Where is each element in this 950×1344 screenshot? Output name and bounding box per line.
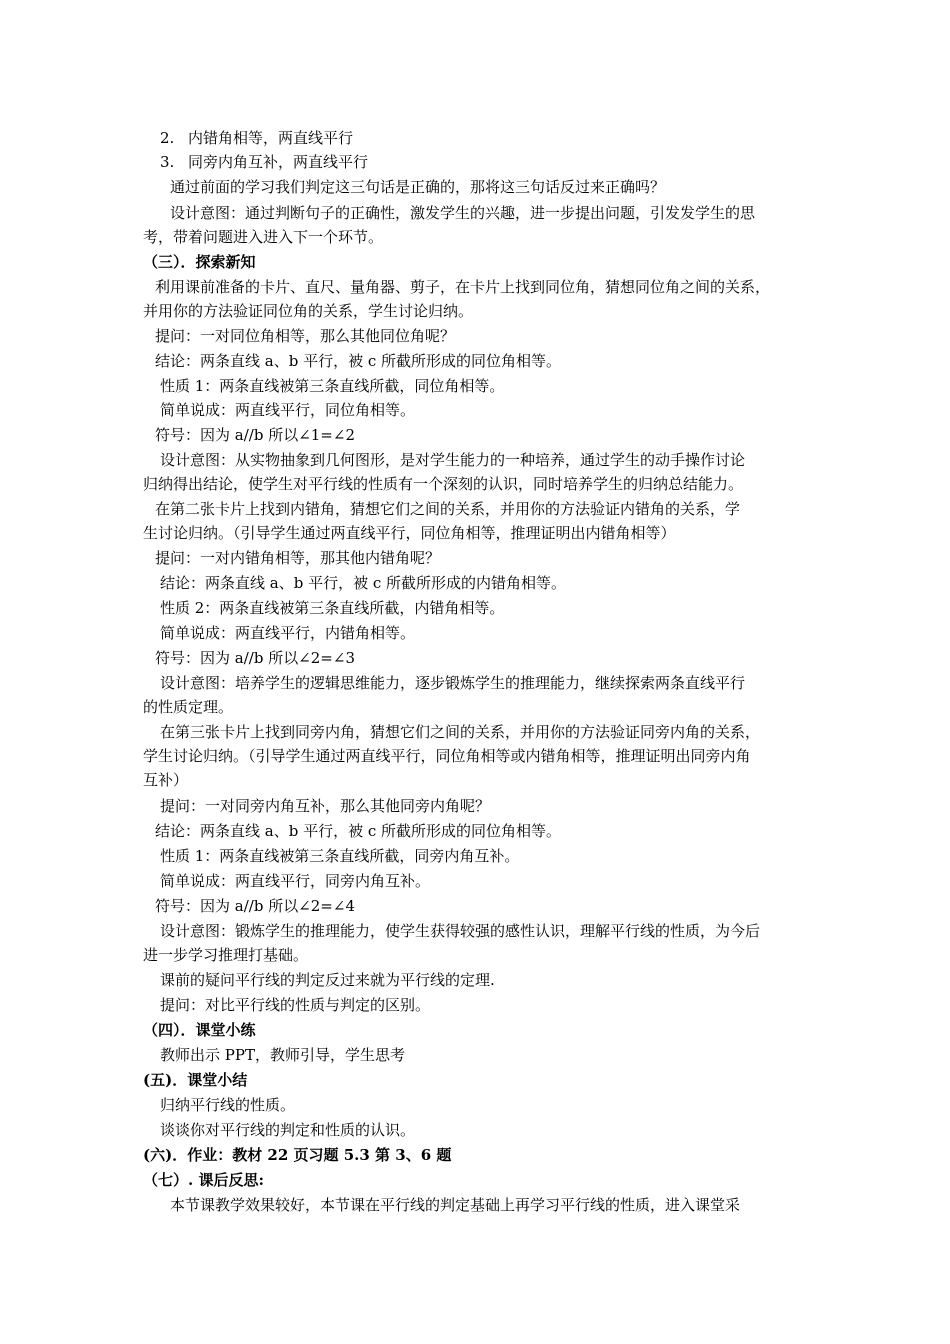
paragraph-line: 课前的疑问平行线的判定反过来就为平行线的定理. [160, 971, 495, 989]
paragraph-line: 谈谈你对平行线的判定和性质的认识。 [160, 1121, 416, 1139]
paragraph-line: 生讨论归纳。（引导学生通过两直线平行，同位角相等，推理证明出内错角相等） [143, 524, 676, 542]
paragraph-line: 简单说成：两直线平行，内错角相等。 [160, 624, 416, 642]
paragraph-line: 简单说成：两直线平行，同位角相等。 [160, 401, 416, 419]
paragraph-line: 设计意图：从实物抽象到几何图形，是对学生能力的一种培养，通过学生的动手操作讨论 [160, 451, 746, 469]
paragraph-line: 结论：两条直线 a、b 平行，被 c 所截所形成的同位角相等。 [155, 352, 562, 370]
paragraph-line: 互补） [143, 771, 189, 789]
section-heading-6: (六)．作业：教材 22 页习题 5.3 第 3、6 题 [143, 1146, 452, 1164]
paragraph-line: 性质 1：两条直线被第三条直线所截，同位角相等。 [160, 377, 505, 395]
paragraph-line: 提问：对比平行线的性质与判定的区别。 [160, 996, 431, 1014]
paragraph-line: 符号：因为 a//b 所以∠2=∠3 [155, 649, 355, 667]
paragraph-line: 结论：两条直线 a、b 平行，被 c 所截所形成的内错角相等。 [160, 574, 567, 592]
paragraph-line: 设计意图：通过判断句子的正确性，激发学生的兴趣，进一步提出问题，引发发学生的思 [170, 204, 756, 222]
section-heading-7: （七）. 课后反思: [143, 1171, 264, 1189]
paragraph-line: 并用你的方法验证同位角的关系，学生讨论归纳。 [143, 302, 474, 320]
paragraph-line: 提问：一对同位角相等，那么其他同位角呢？ [155, 327, 456, 345]
list-item-2: 2. 内错角相等，两直线平行 [160, 129, 354, 147]
paragraph-line: 教师出示 PPT，教师引导，学生思考 [160, 1046, 405, 1064]
paragraph-line: 提问：一对同旁内角互补，那么其他同旁内角呢？ [160, 797, 491, 815]
paragraph-line: 设计意图：锻炼学生的推理能力，使学生获得较强的感性认识，理解平行线的性质，为今后 [160, 922, 761, 940]
paragraph-line: 符号：因为 a//b 所以∠2=∠4 [155, 897, 355, 915]
paragraph-line: 设计意图：培养学生的逻辑思维能力，逐步锻炼学生的推理能力，继续探索两条直线平行 [160, 674, 746, 692]
paragraph-line: 考，带着问题进入进入下一个环节。 [143, 228, 384, 246]
paragraph-line: 进一步学习推理打基础。 [143, 946, 309, 964]
paragraph-line: 提问：一对内错角相等，那其他内错角呢？ [155, 549, 441, 567]
paragraph-line: 结论：两条直线 a、b 平行，被 c 所截所形成的同位角相等。 [155, 822, 562, 840]
paragraph-line: 性质 2：两条直线被第三条直线所截，内错角相等。 [160, 599, 505, 617]
paragraph-line: 归纳得出结论，使学生对平行线的性质有一个深刻的认识，同时培养学生的归纳总结能力。 [143, 475, 744, 493]
paragraph-line: 简单说成：两直线平行，同旁内角互补。 [160, 872, 431, 890]
section-heading-4: （四）．课堂小练 [143, 1021, 256, 1039]
paragraph-line: 符号：因为 a//b 所以∠1=∠2 [155, 426, 355, 444]
paragraph-line: 的性质定理。 [143, 698, 234, 716]
paragraph-line: 在第三张卡片上找到同旁内角，猜想它们之间的关系，并用你的方法验证同旁内角的关系， [160, 723, 761, 741]
paragraph-line: 性质 1：两条直线被第三条直线所截，同旁内角互补。 [160, 847, 520, 865]
paragraph-line: 利用课前准备的卡片、直尺、量角器、剪子，在卡片上找到同位角，猜想同位角之间的关系， [155, 278, 771, 296]
list-item-3: 3. 同旁内角互补，两直线平行 [160, 153, 369, 171]
paragraph-line: 归纳平行线的性质。 [160, 1096, 296, 1114]
paragraph-line: 在第二张卡片上找到内错角，猜想它们之间的关系，并用你的方法验证内错角的关系，学 [155, 500, 741, 518]
section-heading-5: (五)．课堂小结 [143, 1071, 248, 1089]
paragraph-line: 学生讨论归纳。（引导学生通过两直线平行，同位角相等或内错角相等，推理证明出同旁内角 [143, 747, 751, 765]
paragraph-line: 通过前面的学习我们判定这三句话是正确的，那将这三句话反过来正确吗？ [170, 178, 666, 196]
paragraph-line: 本节课教学效果较好，本节课在平行线的判定基础上再学习平行线的性质，进入课堂采 [170, 1196, 741, 1214]
section-heading-3: （三）．探索新知 [143, 253, 256, 271]
